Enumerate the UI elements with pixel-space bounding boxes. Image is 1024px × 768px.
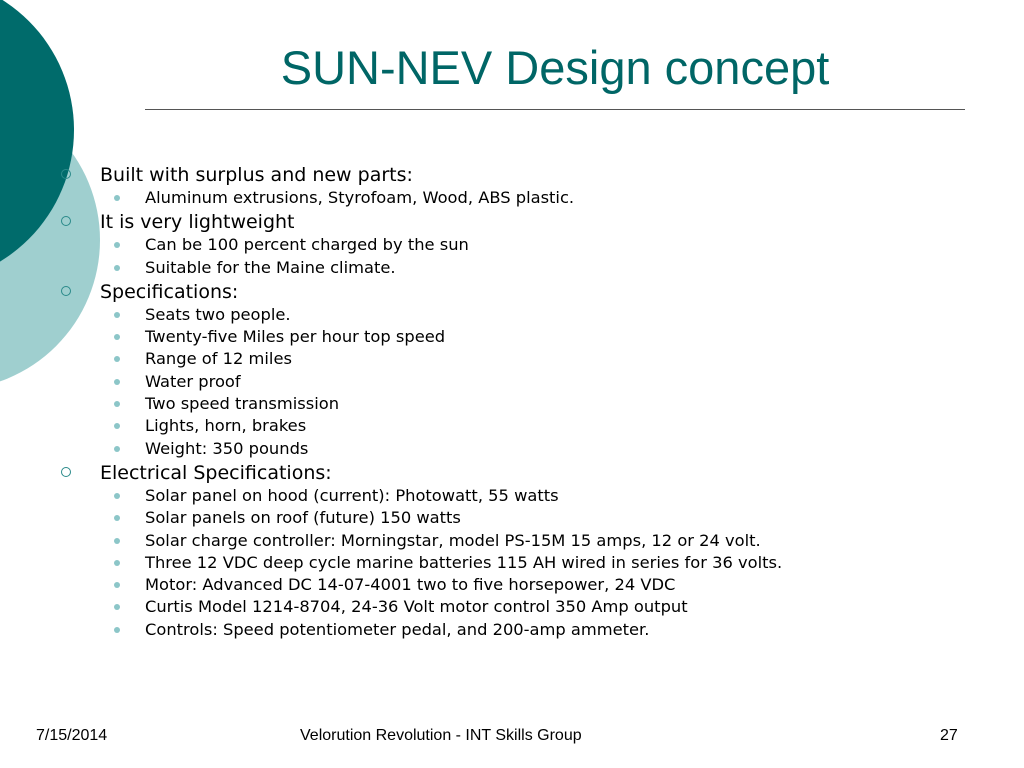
list-item-text: Aluminum extrusions, Styrofoam, Wood, ABS plastic. [145,188,575,207]
dot-bullet-icon [114,195,120,201]
dot-bullet-icon [114,356,120,362]
list-item [0,304,1024,326]
footer-title: Velorution Revolution - INT Skills Group [300,727,582,744]
slide-title: SUN-NEV Design concept [280,41,830,94]
dot-bullet-icon [114,446,120,452]
dot-bullet-icon [114,560,120,566]
title-divider [145,109,965,110]
list-item [0,507,1024,529]
list-item-text: Motor: Advanced DC 14-07-4001 two to five horsepower, 24 VDC [145,575,676,595]
section-heading [0,163,1024,187]
section-heading [0,210,1024,234]
list-item-text: Two speed transmission [145,394,340,414]
section-heading [0,280,1024,304]
section-heading-text: Specifications: [100,280,239,303]
dot-bullet-icon [114,604,120,610]
list-item-text: Solar panel on hood (current): Photowatt, 55 watts [145,485,559,505]
dot-bullet-icon [114,423,120,429]
section-heading-text: It is very lightweight [100,211,295,234]
list-item-text: Suitable for the Maine climate. [145,257,396,277]
section-heading-text: Electrical Specifications: [100,461,332,484]
dot-bullet-icon [114,515,120,521]
list-item [0,574,1024,596]
list-item [0,257,1024,279]
list-item-text: Weight: 350 pounds [145,438,309,458]
list-item [0,415,1024,437]
hollow-bullet-icon [61,216,71,226]
dot-bullet-icon [114,242,120,248]
list-item [0,187,1024,209]
list-item-text: Solar charge controller: Morningstar, model PS-15M 15 amps, 12 or 24 volt. [145,530,761,550]
slide-body [0,162,1024,641]
dot-bullet-icon [114,627,120,633]
footer-date: 7/15/2014 [36,727,108,744]
list-item-text: Solar panels on roof (future) 150 watts [145,508,461,528]
list-item-text: Three 12 VDC deep cycle marine batteries 115 AH wired in series for 36 volts. [145,552,783,572]
list-item-text: Seats two people. [145,304,291,324]
list-item-text: Can be 100 percent charged by the sun [145,235,469,255]
list-item-text: Controls: Speed potentiometer pedal, and 200-amp ammeter. [145,619,650,639]
hollow-bullet-icon [61,286,71,296]
list-item [0,393,1024,415]
dot-bullet-icon [114,334,120,340]
list-item-text: Lights, horn, brakes [145,416,307,436]
section-heading-text: Built with surplus and new parts: [100,164,413,186]
list-item [0,371,1024,393]
dot-bullet-icon [114,312,120,318]
dot-bullet-icon [114,538,120,544]
list-item [0,326,1024,348]
list-item-text: Curtis Model 1214-8704, 24-36 Volt motor control 350 Amp output [145,597,688,617]
hollow-bullet-icon [61,169,71,179]
footer-page-number: 27 [940,727,958,744]
dot-bullet-icon [114,401,120,407]
list-item [0,619,1024,641]
list-item-text: Water proof [145,371,241,391]
list-item-text: Range of 12 miles [145,349,292,369]
hollow-bullet-icon [61,467,71,477]
section-heading [0,461,1024,485]
list-item [0,485,1024,507]
list-item [0,234,1024,256]
dot-bullet-icon [114,379,120,385]
list-item [0,348,1024,370]
list-item [0,438,1024,460]
dot-bullet-icon [114,493,120,499]
dot-bullet-icon [114,582,120,588]
list-item [0,552,1024,574]
list-item [0,596,1024,618]
list-item-text: Twenty-five Miles per hour top speed [145,327,446,347]
dot-bullet-icon [114,265,120,271]
list-item [0,530,1024,552]
